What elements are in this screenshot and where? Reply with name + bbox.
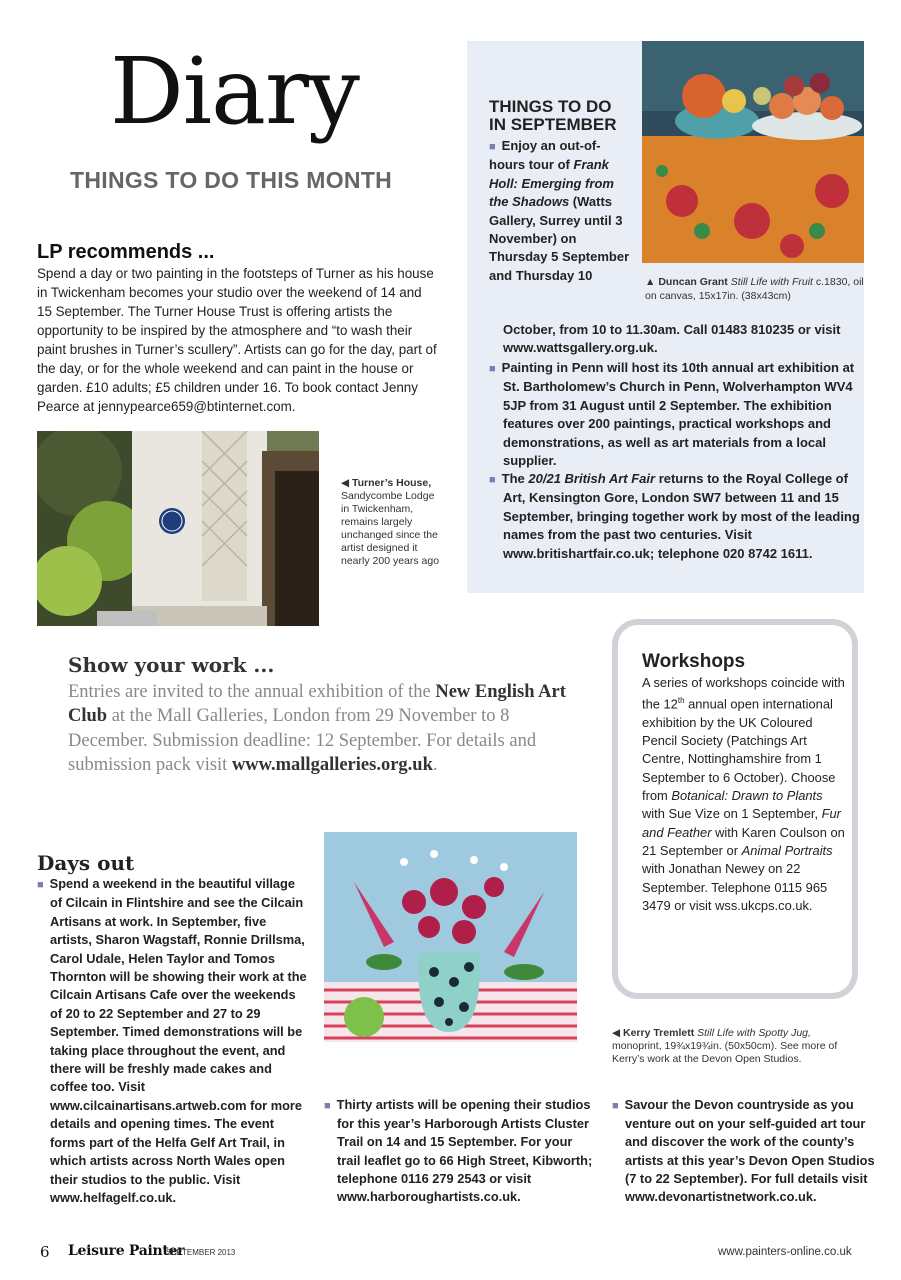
page-title: Diary (110, 38, 359, 145)
caption-title: Turner’s House, (352, 477, 432, 489)
lp-recommends-body: Spend a day or two painting in the footsteps of Turner as his house in Twickenham becomes your studio over the weekend of 14 and 15 September. The Turner House Trust is offering artists the opportunity to be inspired by the atmosphere and “to wash their paint brushes in Turner’s scullery”. Artists can go for the day, part of the day, or for the whole weekend and can paint in the house or garden. £10 adults; £5 children under 16. To book contact Jenny Pearce at jennypearce659@btinternet.com. (37, 266, 437, 414)
caption-arrow-icon: ◀ (612, 1027, 621, 1039)
bullet-icon: ■ (489, 141, 496, 153)
caption-arrow-icon: ▲ (645, 276, 656, 288)
show-your-work-heading: Show your work ... (68, 653, 275, 677)
spotty-jug-caption (612, 1027, 852, 1066)
bullet-icon: ■ (489, 474, 496, 486)
issue-date: SEPTEMBER 2013 (166, 1248, 236, 1257)
list-item: ■ Spend a weekend in the beautiful village of Cilcain in Flintshire and see the Cilcain Artisans at work. In September, five artists, Sharon Wagstaff, Ronnie Drillsma, Carol Udale, Helen Taylor and Tomos Thornton will be showing their work at the Cilcain Artisans Cafe over the weekends of 20 to 22 September and 27 to 29 September. Timed demonstrations will be taking place throughout the event, and there will be freshly made cakes and coffee too. Visit www.cilcainartisans.artweb.com for more details and opening times. The event forms part of the Helfa Gelf Art Trail, in which artists across North Wales open their studios to the public. Visit www.helfagelf.co.uk. (37, 876, 307, 1205)
bullet-icon: ■ (37, 879, 44, 891)
website-link[interactable]: www.painters-online.co.uk (718, 1246, 852, 1258)
caption-details: c.1830, oil on canvas, 15x17in. (38x43cm) (645, 276, 864, 302)
caption-artist: Kerry Tremlett (623, 1027, 695, 1039)
magazine-logo: Leisure Painter (68, 1243, 185, 1259)
caption-title: Still Life with Spotty Jug, (697, 1027, 811, 1039)
list-item: ■ The 20/21 British Art Fair returns to the Royal College of Art, Kensington Gore, London SW7 between 11 and 15 September, bringing together work by most of the leading names from the past two centuries. Visit www.britishartfair.co.uk; telephone 020 8742 1611. (489, 471, 860, 561)
caption-artist: Duncan Grant (658, 276, 728, 288)
spotty-jug-painting (324, 832, 577, 1042)
list-item: ■ Savour the Devon countryside as you venture out on your self-guided art tour and discover the work of the county’s artists at this year’s Devon Open Studios (7 to 22 September). For full details visit www.devonartistnetwork.co.uk. (612, 1097, 875, 1205)
bullet-icon: ■ (489, 363, 496, 375)
page-number: 6 (40, 1243, 50, 1261)
still-life-painting (642, 41, 864, 263)
list-item: ■ Thirty artists will be opening their studios for this year’s Harborough Artists Cluster Trail on 14 and 15 September. For your trail leaflet go to 66 High Street, Kibworth; telephone 0116 279 2543 or visit www.harboroughartists.co.uk. (324, 1097, 593, 1205)
bullet-icon: ■ (612, 1100, 619, 1112)
workshops-heading: Workshops (642, 651, 746, 672)
lp-recommends-heading: LP recommends ... (37, 241, 215, 263)
caption-details: monoprint, 19¾x19¾in. (50x50cm). See more of Kerry’s work at the Devon Open Studios. (612, 1040, 838, 1065)
list-item: ■ Painting in Penn will host its 10th annual art exhibition at St. Bartholomew’s Church in Penn, Wolverhampton WV4 5JP from 31 August until 2 September. The exhibition features over 200 paintings, practical workshops and demonstrations, as well as art materials from a local supplier. (489, 360, 855, 469)
page-subtitle: THINGS TO DO THIS MONTH (70, 167, 393, 193)
bullet-icon: ■ (324, 1100, 331, 1112)
show-your-work-body: Entries are invited to the annual exhibition of the New English Art Club at the Mall Galleries, London from 29 November to 8 December. Submission deadline: 12 September. For details and submission pack visit www.mallgalleries.org.uk. (68, 682, 566, 776)
caption-text: Sandycombe Lodge in Twickenham, remains largely unchanged since the artist designed it nearly 200 years ago (341, 490, 440, 567)
turners-house-photo (37, 431, 319, 626)
list-item-continued: October, from 10 to 11.30am. Call 01483 810235 or visit www.wattsgallery.org.uk. (503, 322, 841, 356)
caption-title: Still Life with Fruit (730, 276, 813, 288)
turners-house-caption (341, 477, 441, 568)
caption-arrow-icon: ◀ (341, 477, 350, 489)
heading-line-1: THINGS TO DO (489, 97, 612, 116)
list-item: ■ Enjoy an out-of-hours tour of Frank Holl: Emerging from the Shadows (Watts Gallery, Surrey until 3 November) on Thursday 5 September and Thursday 10 (489, 138, 630, 283)
heading-line-2: IN SEPTEMBER (489, 115, 617, 134)
still-life-caption (645, 275, 870, 303)
workshops-body: A series of workshops coincide with the 12th annual open international exhibition by the UK Coloured Pencil Society (Patchings Art Centre, Nottinghamshire from 1 September to 6 October). Choose from Botanical: Drawn to Plants with Sue Vize on 1 September, Fur and Feather with Karen Coulson on 21 September or Animal Portraits with Jonathan Newey on 22 September. Telephone 0115 965 3479 or visit wss.ukcps.co.uk. (642, 675, 845, 913)
things-to-do-heading (489, 98, 617, 134)
days-out-heading: Days out (37, 851, 135, 875)
